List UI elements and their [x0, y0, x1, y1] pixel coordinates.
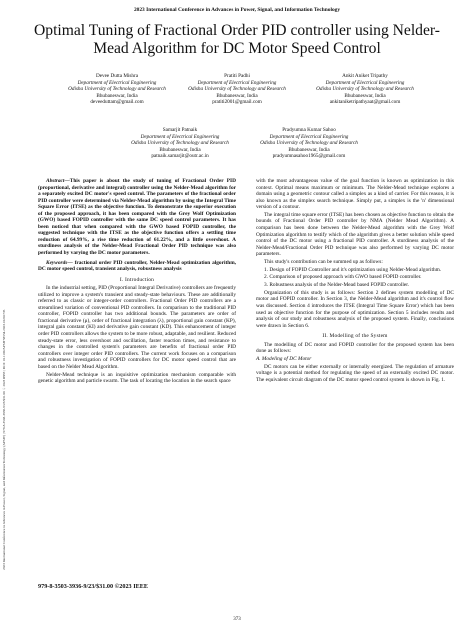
- body-paragraph: In the industrial setting, PID (Proportional Integral Derivative) controllers are frequently utilized to improve a system's transient and steady-state behaviours. These are additionally referred to as classic or integer-order controllers. Fractional Order PID controllers are a streamlined variation of conventional PID controllers. In comparison to the traditional PID controller, FOPID controller has two additional bounds. The parameters are order of fractional derivative (μ), order of fractional integration (λ), proportional gain constant (KP), integral gain constant (KI) and derivative gain constant (KD). This enhancement of integer order PID controllers allows the system to be more robust, adaptable, and resilient. Reduced steady-state error, less overshoot and oscillation, faster reaction times, and resistance to changes in the controlled system's parameters are benefits of fractional order PID controllers over integer order PID controllers. The current work focuses on a comparison and robustness investigation of FOPID controllers for DC motor speed control that are based on the Nelder Mead Algorithm.: [38, 285, 236, 370]
- author-org: Odisha University of Technology and Research: [260, 140, 358, 147]
- author-org: Odisha University of Technology and Research: [68, 86, 166, 93]
- author-block-4: [110, 127, 250, 160]
- author-dept: Department of Electrical Engineering: [77, 79, 157, 86]
- author-email: ankitaniketripathyaat@gmail.com: [329, 99, 401, 106]
- conference-header: 2023 International Conference in Advances in Power, Signal, and Information Technology: [133, 7, 341, 13]
- author-city: Bhubaneswar, India: [344, 92, 386, 99]
- author-name: Samarjit Patnaik: [162, 127, 198, 133]
- paper-title: Optimal Tuning of Fractional Order PID controller using Nelder-Mead Algorithm for DC Motor Speed Control: [34, 22, 440, 57]
- abstract: [38, 178, 236, 257]
- author-name: Devee Dutta Mishra: [95, 73, 139, 79]
- author-email: patnaik.samarjit@outr.ac.in: [151, 153, 209, 160]
- subsection-heading: A. Modeling of DC Motor: [256, 355, 312, 362]
- keywords-body: — fractional order PID controller, Nelder-Mead optimization algorithm, DC motor speed control, transient analysis, robustness analysis: [38, 259, 236, 273]
- author-name: Ankit Aniket Tripathy: [342, 73, 388, 79]
- keywords: [38, 260, 236, 273]
- author-city: Bhubaneswar, India: [96, 92, 138, 99]
- author-city: Bhubaneswar, India: [159, 146, 201, 153]
- author-block-2: [172, 73, 302, 106]
- copyright-notice: 979-8-3503-3936-9/23/$31.00 ©2023 IEEE: [38, 583, 148, 590]
- abstract-lead: Abstract: [46, 178, 65, 184]
- author-dept: Department of Electrical Engineering: [269, 133, 349, 140]
- author-city: Bhubaneswar, India: [216, 92, 258, 99]
- page-number: 373: [233, 617, 241, 622]
- author-name: Pradyumna Kumar Sahoo: [282, 127, 336, 133]
- abstract-body: —This paper is about the study of tuning of Fractional Order PID (proportional, derivative and integral) controller using the Nelder-Mead algorithm for a separately excited DC motor's speed control. The parameters of the fractional order PID controller were determined via Nelder-Mead algorithm by using the Integral Time Square Error (ITSE) as the objective function. To demonstrate the superior execution of the proposed approach, it has been compared with the Grey Wolf Optimization (GWO) based FOPID controller with the same DC speed control parameters. It has been noticed that when compared with the GWO based FOPID controller, the suggested technique with the ITSE as the objective function offers a settling time reduction of 64.99%, a rise time reduction of 61.22%, and a little overshoot. A sturdiness analysis of the Nelder-Mead Fractional Order PID technique was also performed by varying the DC motor parameters.: [38, 178, 236, 257]
- left-column: [38, 178, 236, 386]
- author-dept: Department of Electrical Engineering: [140, 133, 220, 140]
- doi-sidebar: [2, 150, 12, 570]
- contribution-item: 2. Comparison of proposed approach with GWO based FOPID controller.: [264, 274, 422, 281]
- author-org: Odisha University of Technology and Research: [316, 86, 414, 93]
- section-heading-introduction: I. Introduction: [119, 276, 155, 283]
- section-heading-modelling: II. Modelling of the System: [322, 333, 388, 340]
- author-city: Bhubaneswar, India: [288, 146, 330, 153]
- author-dept: Department of Electrical Engineering: [325, 79, 405, 86]
- author-dept: Department of Electrical Engineering: [197, 79, 277, 86]
- author-email: pradyumnasahoo1965@gmail.com: [272, 153, 346, 160]
- author-name: Pratiti Padhi: [224, 73, 250, 79]
- body-paragraph: with the most advantageous value of the goal function is known as optimization in this context. Optimal means maximum or minimum. The Nelder-Mead technique explores a domain using a geometric contour called a simplex as a kind of carrier. For this reason, it is also known as the simplex search technique. Simply put, a simplex is the 'n' dimensional version of a contour.: [256, 178, 454, 211]
- keywords-lead: Keywords: [46, 259, 68, 266]
- body-paragraph: Nelder-Mead technique is an inquisitive optimization mechanism comparable with genetic algorithm and particle swarm. The task of locating the location in the search space: [38, 371, 236, 385]
- author-email: pratiti2001@gmail.com: [212, 99, 262, 106]
- author-block-5: [234, 127, 384, 160]
- contribution-item: 1. Design of FOPID Controller and it's optimization using Nelder-Mead algorithm.: [264, 266, 442, 273]
- body-paragraph: This study's contribution can be summed up as follows:: [264, 258, 383, 265]
- body-paragraph: Organization of this study is as follows: Section 2 defines system modelling of DC motor and FOPID controller. In Section 3, the Nelder-Mead algorithm and it's control flow was discussed. Section 4 introduces the ITSE (Integral Time Square Error) which has been used as objective function for the purpose of optimization. Section 5 includes results and analysis of our study and robustness analysis of the proposed system. Finally, conclusions were drawn in Section 6.: [256, 289, 454, 329]
- body-paragraph: The integral time square error (ITSE) has been chosen as objective function to obtain the bounds of Fractional Order PID controller by NMA (Nelder Mead Algorithm). A comparison has been done between the Nelder-Mead algorithm with the Grey Wolf Optimization algorithm to testify which of the algorithm gives a better solution while speed control of the DC motor using a fractional PID controller. A sturdiness analysis of the Nelder-Mead/Fractional Order PID technique was also performed by varying DC motor parameters.: [256, 211, 454, 258]
- author-block-1: [52, 73, 182, 106]
- author-org: Odisha University of Technology and Research: [131, 140, 229, 147]
- contribution-item: 3. Robustness analysis of the Nelder-Mead based FOPID controller.: [264, 282, 410, 289]
- author-email: deveeduttam@gmail.com: [90, 99, 144, 106]
- author-block-3: [296, 73, 434, 106]
- body-paragraph: The modelling of DC motor and FOPID controller for the proposed system has been done as follows:: [256, 341, 454, 355]
- right-column: [256, 178, 454, 385]
- doi-sidebar-text: 2023 International Conference in Advances in Power, Signal, and Information Technology (APSIT) | 979-8-3503-3936-9/23/$31.00 ©2023 IEEE | DOI: 10.1109/APSIT58554.2023.10201735: [2, 309, 6, 570]
- body-paragraph: DC motors can be either externally or internally energized. The regulation of armature voltage is a potential method for regulating the speed of an externally excited DC motor. The equivalent circuit diagram of the DC motor speed control system is shown in Fig. 1.: [256, 363, 454, 383]
- author-org: Odisha University of Technology and Research: [188, 86, 286, 93]
